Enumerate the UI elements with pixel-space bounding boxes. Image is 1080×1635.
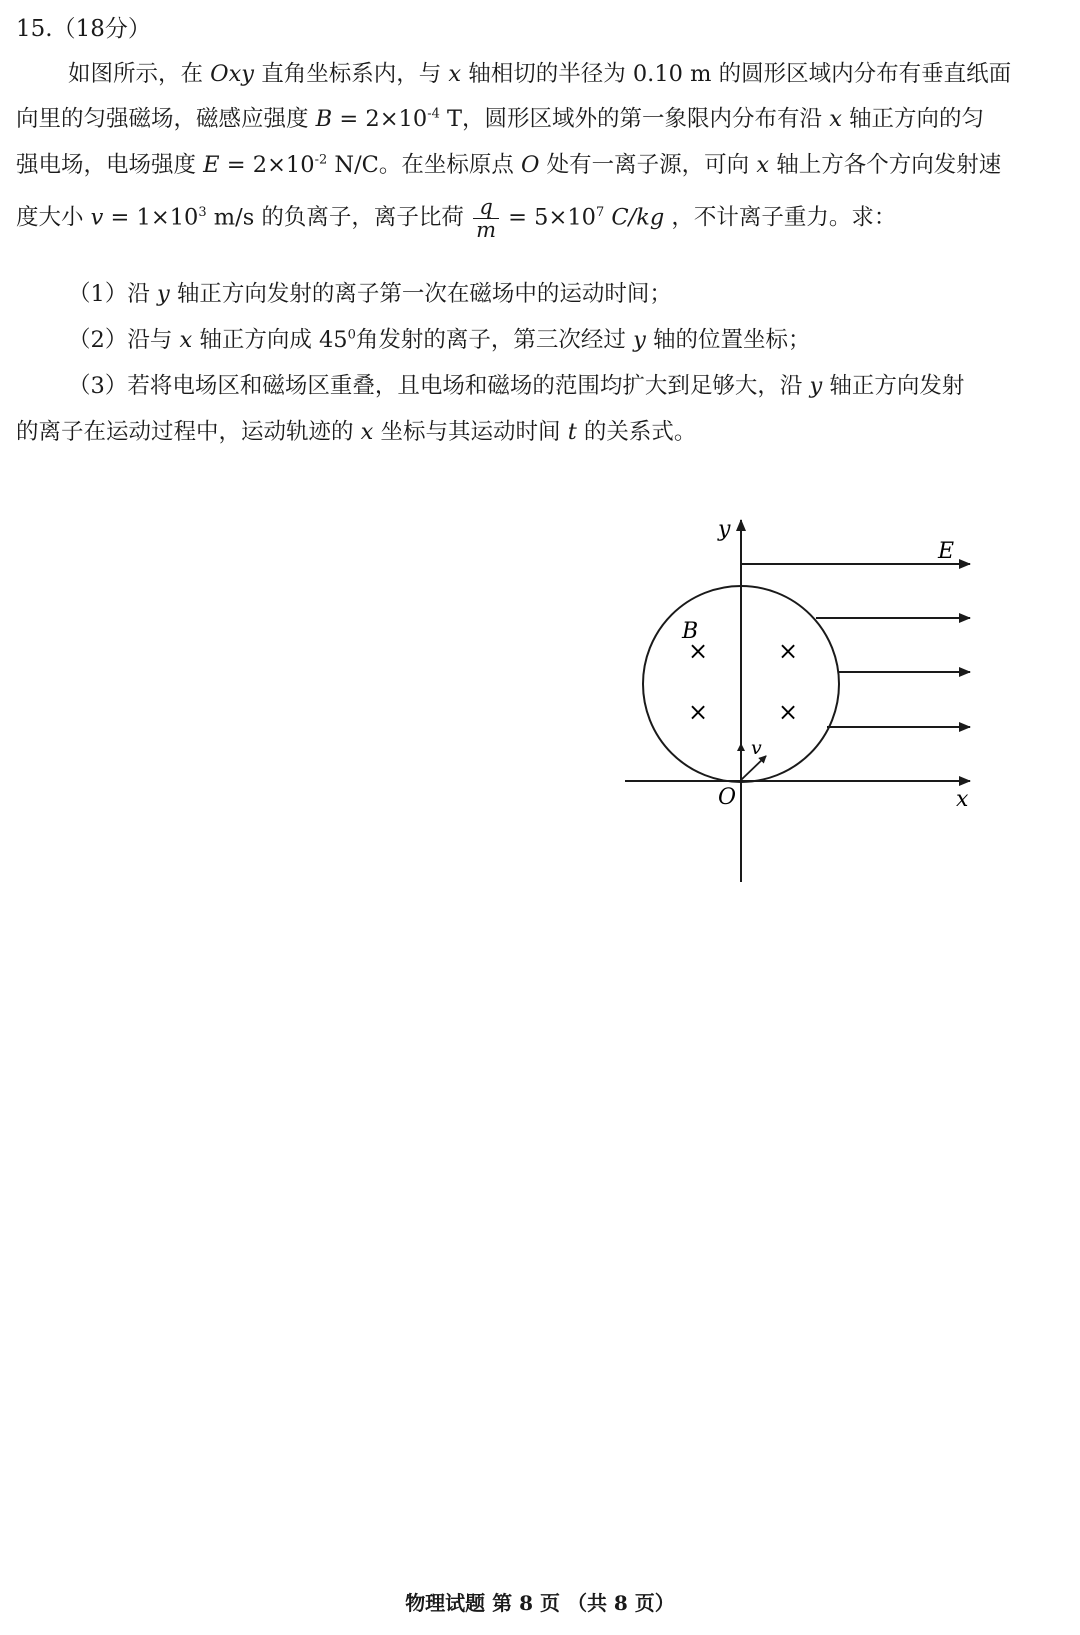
symbol-v: v bbox=[90, 204, 104, 231]
text: （3）若将电场区和磁场区重叠，且电场和磁场的范围均扩大到足够大，沿 bbox=[68, 373, 803, 399]
text: N/C。在坐标原点 bbox=[327, 152, 514, 178]
text: T，圆形区域外的第一象限内分布有沿 bbox=[439, 106, 823, 132]
text: 的离子在运动过程中，运动轨迹的 bbox=[16, 419, 354, 445]
exponent: 3 bbox=[198, 205, 207, 221]
symbol-x: x bbox=[360, 419, 374, 445]
field-mark-cross: × bbox=[687, 698, 709, 726]
text: = 2×10 bbox=[219, 152, 315, 178]
text: 处有一离子源，可向 bbox=[546, 152, 750, 178]
symbol-x: x bbox=[829, 106, 842, 132]
field-mark-cross: × bbox=[687, 637, 709, 665]
label-v: v bbox=[751, 737, 762, 759]
field-diagram bbox=[620, 512, 1020, 892]
part-1 bbox=[68, 276, 672, 308]
label-B: B bbox=[682, 619, 699, 644]
text: 角发射的离子，第三次经过 bbox=[355, 327, 626, 353]
text: 轴正方向发射的离子第一次在磁场中的运动时间； bbox=[176, 281, 672, 307]
velocity-arrow-diagonal bbox=[741, 756, 766, 780]
symbol-E: E bbox=[203, 152, 220, 178]
text: （1）沿 bbox=[68, 281, 150, 307]
exponent: -2 bbox=[314, 152, 328, 168]
field-mark-cross: × bbox=[777, 698, 799, 726]
part-3-continued bbox=[16, 414, 696, 446]
intro-line-2 bbox=[16, 101, 984, 133]
symbol-x: x bbox=[448, 61, 462, 87]
intro-line-3 bbox=[16, 147, 1001, 179]
exponent: 0 bbox=[347, 327, 356, 343]
text: 强电场，电场强度 bbox=[16, 152, 197, 178]
fraction-numerator: q bbox=[479, 195, 493, 219]
text: 向里的匀强磁场，磁感应强度 bbox=[16, 106, 309, 132]
text: 直角坐标系内，与 bbox=[261, 61, 442, 87]
fraction-denominator: m bbox=[473, 218, 499, 241]
unit: C/kg bbox=[611, 204, 665, 231]
symbol-B: B bbox=[315, 106, 333, 132]
intro-line-4 bbox=[16, 196, 896, 241]
symbol-y: y bbox=[156, 281, 170, 307]
text: （2）沿与 bbox=[68, 327, 173, 353]
symbol-t: t bbox=[567, 419, 577, 445]
text: 轴上方各个方向发射速 bbox=[776, 152, 1002, 178]
text: m/s 的负离子，离子比荷 bbox=[206, 204, 464, 231]
label-origin: O bbox=[718, 785, 737, 810]
part-3 bbox=[68, 368, 964, 400]
text: 轴正方向成 45 bbox=[199, 327, 348, 353]
text: = 2×10 bbox=[332, 106, 428, 132]
label-x: x bbox=[956, 787, 969, 812]
text: ，不计离子重力。求： bbox=[671, 204, 897, 231]
symbol-x: x bbox=[756, 152, 770, 178]
intro-line-1 bbox=[68, 56, 1011, 88]
exponent: -4 bbox=[427, 106, 440, 122]
text: 轴正方向发射 bbox=[829, 373, 965, 399]
text: 轴的位置坐标； bbox=[652, 327, 811, 353]
symbol-O: O bbox=[521, 152, 540, 178]
page-footer: 物理试题 第 8 页 （共 8 页） bbox=[405, 1591, 675, 1615]
text: = 5×10 bbox=[508, 204, 596, 231]
text: 的关系式。 bbox=[583, 419, 697, 445]
question-number: 15.（18分） bbox=[16, 16, 151, 42]
symbol-x: x bbox=[179, 327, 193, 353]
text: 轴相切的半径为 0.10 m 的圆形区域内分布有垂直纸面 bbox=[468, 61, 1012, 87]
label-y: y bbox=[718, 517, 731, 542]
text: 轴正方向的匀 bbox=[849, 106, 985, 132]
field-mark-cross: × bbox=[777, 637, 799, 665]
charge-mass-fraction bbox=[473, 196, 499, 241]
label-E: E bbox=[938, 539, 955, 564]
symbol-y: y bbox=[633, 327, 646, 353]
text: 度大小 bbox=[16, 204, 84, 231]
text: 坐标与其运动时间 bbox=[380, 419, 561, 445]
text: 如图所示，在 bbox=[68, 61, 204, 87]
exponent: 7 bbox=[595, 205, 605, 221]
text: = 1×10 bbox=[103, 204, 199, 231]
symbol-y: y bbox=[809, 373, 823, 399]
symbol-oxy: Oxy bbox=[210, 61, 255, 87]
part-2 bbox=[68, 322, 810, 354]
